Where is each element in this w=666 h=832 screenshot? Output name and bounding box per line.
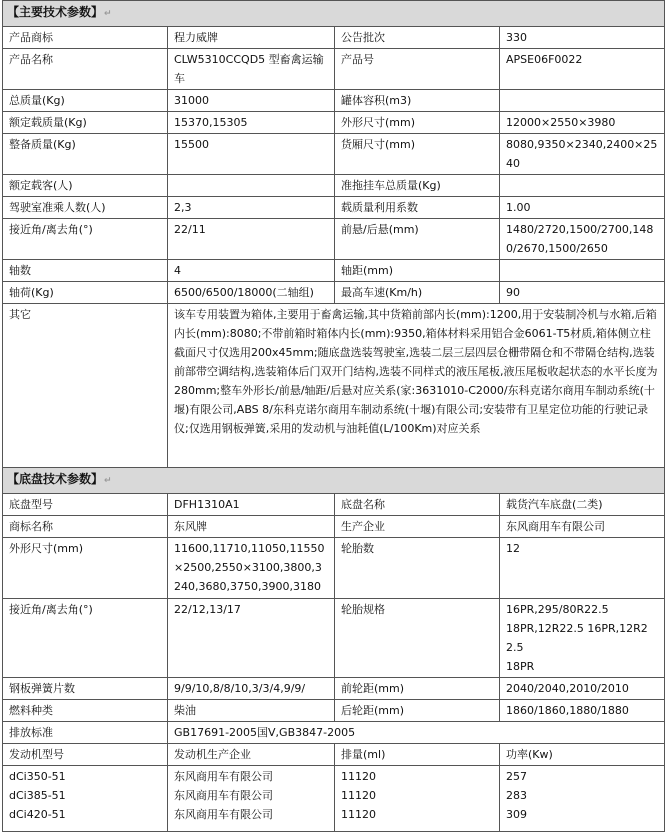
engine-maker: 东风商用车有限公司: [174, 808, 273, 821]
value-cell: 90: [500, 282, 665, 304]
engine-displacement: 11120: [341, 789, 376, 802]
value-cell: 1.00: [500, 197, 665, 219]
engine-data-row: [3, 766, 665, 832]
value-cell: [500, 175, 665, 197]
value-cell: 柴油: [168, 700, 335, 722]
label-cell: 总质量(Kg): [3, 90, 168, 112]
value-cell: 31000: [168, 90, 335, 112]
table-row: [3, 260, 665, 282]
label-cell: 公告批次: [335, 27, 500, 49]
spec-table: [2, 0, 665, 832]
value-cell: 东风商用车有限公司: [500, 516, 665, 538]
label-cell: 轴数: [3, 260, 168, 282]
label-cell: 最高车速(Km/h): [335, 282, 500, 304]
label-cell: 生产企业: [335, 516, 500, 538]
value-cell: 12000×2550×3980: [500, 112, 665, 134]
other-label: 其它: [3, 304, 168, 468]
engine-power: 283: [506, 789, 527, 802]
value-cell: 1860/1860,1880/1880: [500, 700, 665, 722]
label-cell: 产品商标: [3, 27, 168, 49]
emission-label: 排放标准: [3, 722, 168, 744]
table-row: [3, 49, 665, 90]
label-cell: 商标名称: [3, 516, 168, 538]
engine-header-row: [3, 744, 665, 766]
engine-displacement: 11120: [341, 770, 376, 783]
table-row: [3, 27, 665, 49]
label-cell: 燃料种类: [3, 700, 168, 722]
label-cell: 准拖挂车总质量(Kg): [335, 175, 500, 197]
value-cell: DFH1310A1: [168, 494, 335, 516]
engine-model: dCi385-51: [9, 789, 66, 802]
label-cell: 驾驶室准乘人数(人): [3, 197, 168, 219]
label-cell: 前悬/后悬(mm): [335, 219, 500, 260]
value-cell: 1480/2720,1500/2700,1480/2670,1500/2650: [500, 219, 665, 260]
engine-maker: 东风商用车有限公司: [174, 770, 273, 783]
label-cell: 载质量利用系数: [335, 197, 500, 219]
section-header-chassis: 【底盘技术参数】↵: [3, 468, 665, 494]
label-cell: 外形尺寸(mm): [335, 112, 500, 134]
tire-spec-cell: [500, 599, 665, 678]
label-cell: 外形尺寸(mm): [3, 538, 168, 599]
label-cell: 底盘型号: [3, 494, 168, 516]
engine-header-model: 发动机型号: [3, 744, 168, 766]
value-cell: 载货汽车底盘(二类): [500, 494, 665, 516]
value-cell: APSE06F0022: [500, 49, 665, 90]
label-cell: 整备质量(Kg): [3, 134, 168, 175]
label-cell: 轴距(mm): [335, 260, 500, 282]
table-row: [3, 90, 665, 112]
value-cell: 6500/6500/18000(二轴组): [168, 282, 335, 304]
other-text: 该车专用装置为箱体,主要用于畜禽运输,其中货箱前部内长(mm):1200,用于安装制冷机与水箱,后箱内长(mm):8080;不带前箱时箱体内长(mm):9350,箱体材料采用铝合金6061-T5材质,箱体侧立柱截面尺寸仅选用200x45mm;随底盘选装驾驶室,选装二层三层四层仓栅带隔仓和不带隔仓结构,选装前部带空调结构,选装箱体后门双开门结构,选装不同样式的液压尾板,液压尾板收起状态的水平长度为280mm;整车外形长/前悬/轴距/后悬对应关系(家:3631010-C2000/东科克诺尔商用车制动系统(十堰)有限公司,ABS 8/东科克诺尔商用车制动系统(十堰)有限公司;安装带有卫星定位功能的行驶记录仪;仅选用钢板弹簧,采用的发动机与油耗值(L/100Km)对应关系: [168, 304, 665, 468]
engine-model: dCi350-51: [9, 770, 66, 783]
value-cell: 11600,11710,11050,11550×2500,2550×3100,3800,3240,3680,3750,3900,3180: [168, 538, 335, 599]
table-row: [3, 494, 665, 516]
section-header-main: 【主要技术参数】↵: [3, 1, 665, 27]
value-cell: 330: [500, 27, 665, 49]
engine-header-displacement: 排量(ml): [335, 744, 500, 766]
engine-displacements-cell: [335, 766, 500, 832]
table-row: [3, 678, 665, 700]
label-cell: 额定载质量(Kg): [3, 112, 168, 134]
engine-header-maker: 发动机生产企业: [168, 744, 335, 766]
table-row: [3, 538, 665, 599]
spec-document: [2, 0, 664, 832]
table-row: [3, 197, 665, 219]
value-cell: 22/12,13/17: [168, 599, 335, 678]
engine-power: 309: [506, 808, 527, 821]
value-cell: 2040/2040,2010/2010: [500, 678, 665, 700]
emission-value: GB17691-2005国V,GB3847-2005: [168, 722, 665, 744]
table-row: [3, 516, 665, 538]
section-title-main: 【主要技术参数】: [7, 5, 104, 19]
label-cell: 罐体容积(m3): [335, 90, 500, 112]
label-cell: 前轮距(mm): [335, 678, 500, 700]
value-cell: 9/9/10,8/8/10,3/3/4,9/9/: [168, 678, 335, 700]
value-cell: 4: [168, 260, 335, 282]
label-cell: 产品名称: [3, 49, 168, 90]
value-cell: 2,3: [168, 197, 335, 219]
engine-header-power: 功率(Kw): [500, 744, 665, 766]
value-cell: CLW5310CCQD5 型畜禽运输车: [168, 49, 335, 90]
engine-powers-cell: [500, 766, 665, 832]
table-row: [3, 134, 665, 175]
label-cell: 后轮距(mm): [335, 700, 500, 722]
label-cell: 产品号: [335, 49, 500, 90]
label-cell: 轮胎数: [335, 538, 500, 599]
label-cell: 货厢尺寸(mm): [335, 134, 500, 175]
label-cell: 轴荷(Kg): [3, 282, 168, 304]
engine-displacement: 11120: [341, 808, 376, 821]
engine-models-cell: [3, 766, 168, 832]
tire-spec-line: 16PR,295/80R22.5: [506, 603, 609, 616]
section-title-chassis: 【底盘技术参数】: [7, 472, 104, 486]
tire-spec-line: 18PR,12R22.5 16PR,12R22.5: [506, 622, 648, 654]
value-cell: 8080,9350×2340,2400×2540: [500, 134, 665, 175]
value-cell: [500, 260, 665, 282]
label-cell: 底盘名称: [335, 494, 500, 516]
value-cell: 15500: [168, 134, 335, 175]
engine-model: dCi420-51: [9, 808, 66, 821]
emission-row: [3, 722, 665, 744]
table-row: [3, 219, 665, 260]
value-cell: 东风牌: [168, 516, 335, 538]
label-cell: 轮胎规格: [335, 599, 500, 678]
value-cell: 22/11: [168, 219, 335, 260]
value-cell: [168, 175, 335, 197]
engine-power: 257: [506, 770, 527, 783]
value-cell: 程力威牌: [168, 27, 335, 49]
tire-spec-line: 18PR: [506, 660, 535, 673]
engine-makers-cell: [168, 766, 335, 832]
label-cell: 接近角/离去角(°): [3, 219, 168, 260]
table-row: [3, 112, 665, 134]
label-cell: 接近角/离去角(°): [3, 599, 168, 678]
engine-maker: 东风商用车有限公司: [174, 789, 273, 802]
label-cell: 钢板弹簧片数: [3, 678, 168, 700]
table-row: [3, 175, 665, 197]
other-row: [3, 304, 665, 468]
value-cell: 15370,15305: [168, 112, 335, 134]
value-cell: [500, 90, 665, 112]
label-cell: 额定载客(人): [3, 175, 168, 197]
table-row: [3, 700, 665, 722]
value-cell: 12: [500, 538, 665, 599]
table-row: [3, 599, 665, 678]
table-row: [3, 282, 665, 304]
